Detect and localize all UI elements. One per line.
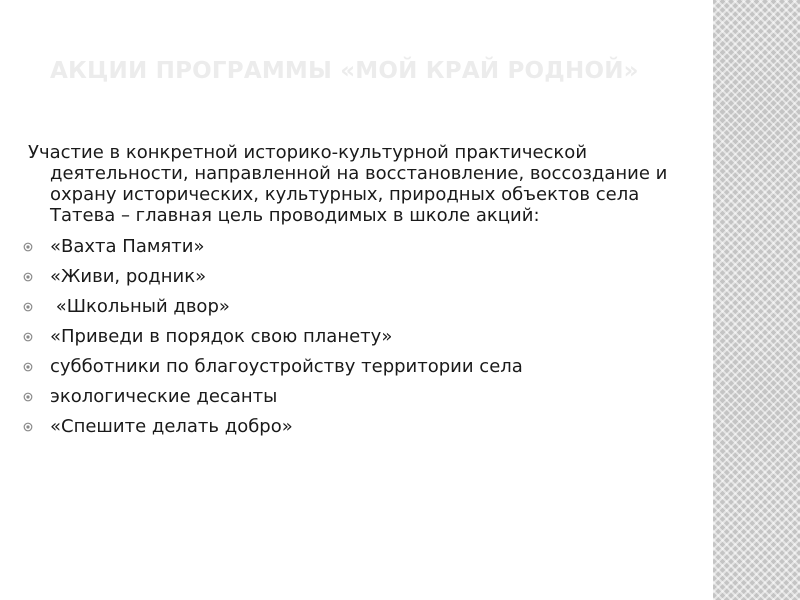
- list-item: [20, 412, 700, 442]
- list-item-text: «Школьный двор»: [50, 296, 230, 317]
- ring-bullet-icon: [23, 362, 33, 372]
- list-item: [20, 382, 700, 412]
- list-item-text: «Вахта Памяти»: [50, 236, 205, 257]
- intro-paragraph: Участие в конкретной историко-культурной практической деятельности, направленной на восстановление, воссоздание и охрану исторических, культурных, природных объектов села Татева – главная цель проводимых в школе акций:: [28, 142, 668, 226]
- list-item-text: «Приведи в порядок свою планету»: [50, 326, 393, 347]
- slide-body: [20, 142, 700, 442]
- list-item: [20, 232, 700, 262]
- ring-bullet-icon: [23, 242, 33, 252]
- list-item-text: «Спешите делать добро»: [50, 416, 293, 437]
- list-item: [20, 262, 700, 292]
- list-item-text: субботники по благоустройству территории села: [50, 356, 523, 377]
- list-item-text: экологические десанты: [50, 386, 278, 407]
- list-item: [20, 322, 700, 352]
- list-item: [20, 352, 700, 382]
- action-list: [20, 232, 700, 442]
- ring-bullet-icon: [23, 272, 33, 282]
- list-item: [20, 292, 700, 322]
- ring-bullet-icon: [23, 332, 33, 342]
- list-item-text: «Живи, родник»: [50, 266, 207, 287]
- ring-bullet-icon: [23, 392, 33, 402]
- ring-bullet-icon: [23, 302, 33, 312]
- decorative-side-band: [713, 0, 800, 600]
- ring-bullet-icon: [23, 422, 33, 432]
- slide-title: АКЦИИ ПРОГРАММЫ «МОЙ КРАЙ РОДНОЙ»: [50, 58, 639, 84]
